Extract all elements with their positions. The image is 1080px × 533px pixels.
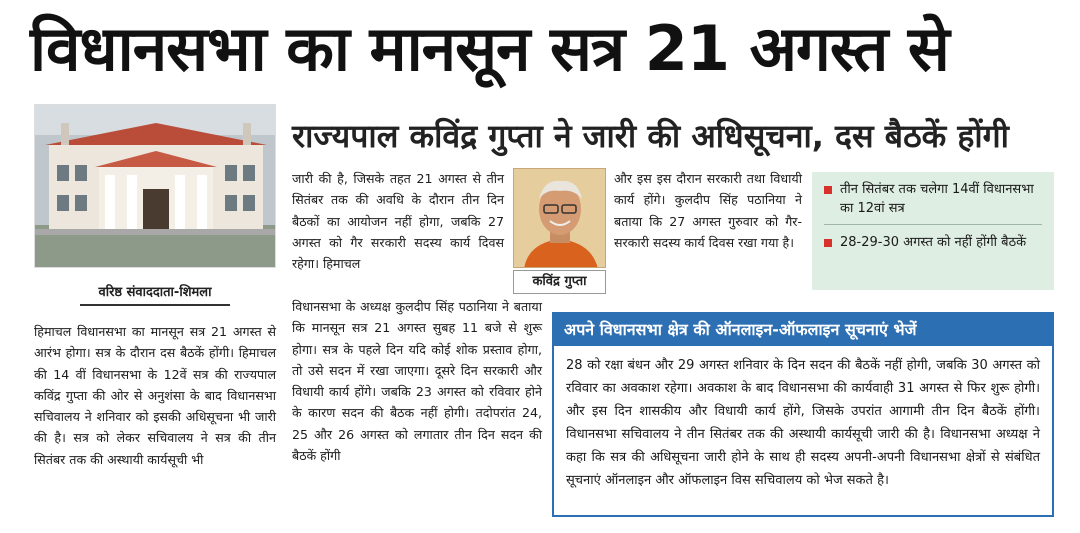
subheadline: राज्यपाल कविंद्र गुप्ता ने जारी की अधिसूचना, दस बैठकें होंगी	[292, 117, 1009, 155]
article-column-3: और इस इस दौरान सरकारी तथा विधायी कार्य होंगे। कुलदीप सिंह पठानिया ने बताया कि 27 अगस्त गुरुवार को गैर-सरकारी सदस्य कार्य दिवस रखा गया है।	[614, 171, 802, 250]
highlight-item	[824, 233, 1042, 252]
article-column-1: हिमाचल विधानसभा का मानसून सत्र 21 अगस्त से आरंभ होगा। सत्र के दौरान दस बैठकें होंगी। हिमाचल की 14 वीं विधानसभा के 12वें सत्र की राज्यपाल कविंद्र गुप्ता की ओर से अनुशंसा के बाद विधानसभा सचिवालय ने शनिवार को इसकी अधिसूचना भी जारी की है। सत्र को लेकर सचिवालय ने सत्र की तीन सितंबर तक की अस्थायी कार्यसूची भी	[34, 324, 276, 467]
highlight-text: तीन सितंबर तक चलेगा 14वीं विधानसभा का 12वां सत्र	[840, 182, 1034, 216]
highlight-text: 28-29-30 अगस्त को नहीं होंगी बैठकें	[840, 235, 1027, 250]
highlight-item	[824, 180, 1042, 218]
highlights-box	[812, 172, 1054, 290]
article-column-2-top: जारी की है, जिसके तहत 21 अगस्त से तीन सितंबर तक की अवधि के दौरान तीन दिन बैठकों का आयोजन नहीं होगा, जबकि 27 अगस्त को गैर सरकारी सदस्य कार्य दिवस रहेगा। हिमाचल	[292, 171, 504, 272]
byline: वरिष्ठ संवाददाता-शिमला	[34, 282, 276, 306]
portrait-caption: कविंद्र गुप्ता	[513, 270, 606, 294]
assembly-building-photo	[34, 104, 276, 268]
info-box-body: 28 को रक्षा बंधन और 29 अगस्त शनिवार के दिन सदन की बैठकें नहीं होगी, जबकि 30 अगस्त को रविवार का अवकाश रहेगा। अवकाश के बाद विधानसभा की कार्यवाही 31 अगस्त से फिर शुरू होगी। और इस दिन शासकीय और विधायी कार्य होंगे, जिसके उपरांत आगामी तीन दिन बैठकें होंगी। विधानसभा सचिवालय ने तीन सितंबर तक की अस्थायी कार्यसूची जारी की है। विधानसभा अध्यक्ष ने कहा कि सत्र की अधिसूचना जारी होने के साथ ही सदस्य अपनी-अपनी विधानसभा क्षेत्रों से संबंधित सूचनाएं ऑनलाइन और ऑफलाइन विस सचिवालय को भेज सकते है।	[566, 358, 1040, 488]
info-box-title: अपने विधानसभा क्षेत्र की ऑनलाइन-ऑफलाइन सूचनाएं भेजें	[554, 314, 1052, 346]
article-column-2-bottom: विधानसभा के अध्यक्ष कुलदीप सिंह पठानिया ने बताया कि मानसून सत्र 21 अगस्त सुबह 11 बजे से शुरू होगा। सत्र के पहले दिन यदि कोई शोक प्रस्ताव होगा, तो उसे सदन में रखा जाएगा। दूसरे दिन सरकारी और विधायी कार्य होंगे। जबकि 23 अगस्त को रविवार होने के कारण सदन की बैठक नहीं होगी। तदोपरांत 24, 25 और 26 अगस्त को लगातार तीन दिन सदन की बैठकें होंगी	[292, 299, 542, 464]
headline: विधानसभा का मानसून सत्र 21 अगस्त से	[30, 12, 949, 85]
info-box	[552, 312, 1054, 517]
square-bullet-icon	[824, 239, 832, 247]
portrait-photo	[513, 168, 606, 268]
divider	[824, 224, 1042, 225]
square-bullet-icon	[824, 186, 832, 194]
